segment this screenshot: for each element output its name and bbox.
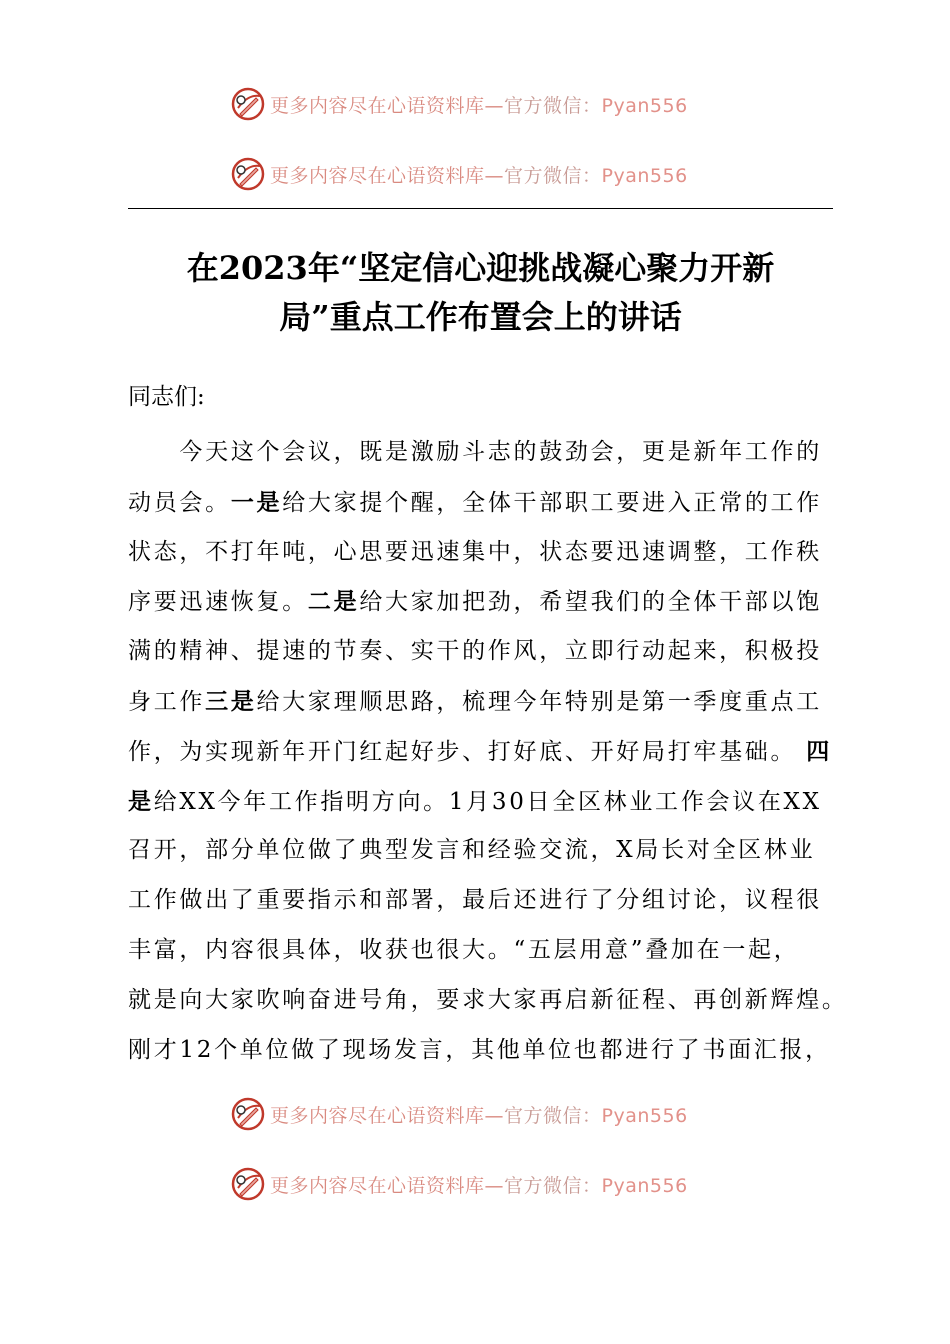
body-line: 丰富，内容很具体，收获也很大。“五层用意”叠加在一起， (128, 936, 800, 963)
body-line: 序要迅速恢复。二是给大家加把劲，希望我们的全体干部以饱 (128, 588, 822, 616)
body-line: 刚才12个单位做了现场发言，其他单位也都进行了书面汇报， (128, 1036, 831, 1063)
salutation: 同志们: (128, 384, 205, 410)
body-line: 召开，部分单位做了典型发言和经验交流，X局长对全区林业 (128, 837, 816, 864)
body-line: 就是向大家吹响奋进号角，要求大家再启新征程、再创新辉煌。 (128, 986, 848, 1013)
watermark-text: 更多内容尽在心语资料库—官方微信：Pyan556 (270, 1174, 688, 1197)
watermark-text: 更多内容尽在心语资料库—官方微信：Pyan556 (270, 164, 688, 187)
pen-logo-icon (230, 1096, 266, 1132)
body-line: 作，为实现新年开门红起好步、打好底、开好局打牢基础。 四 (128, 737, 832, 765)
document-title (128, 244, 833, 342)
watermark-banner-top-1 (230, 86, 688, 122)
pen-logo-icon (230, 1166, 266, 1202)
watermark-banner-bottom-2 (230, 1166, 688, 1202)
pen-logo-icon (230, 156, 266, 192)
title-line-2: 局”重点工作布置会上的讲话 (279, 298, 682, 336)
title-line-1: 在2023年“坚定信心迎挑战凝心聚力开新 (186, 249, 775, 287)
header-divider (128, 208, 833, 209)
watermark-text: 更多内容尽在心语资料库—官方微信：Pyan556 (270, 1104, 688, 1127)
watermark-text: 更多内容尽在心语资料库—官方微信：Pyan556 (270, 94, 688, 117)
body-paragraph (128, 428, 848, 1075)
body-line: 工作做出了重要指示和部署，最后还进行了分组讨论，议程很 (128, 887, 822, 914)
body-line: 今天这个会议，既是激励斗志的鼓劲会，更是新年工作的 (128, 439, 822, 465)
body-line: 动员会。一是给大家提个醒，全体干部职工要进入正常的工作 (128, 488, 822, 516)
body-line: 状态，不打年吨，心思要迅速集中，状态要迅速调整，工作秩 (128, 538, 822, 565)
body-line: 身工作三是给大家理顺思路，梳理今年特别是第一季度重点工 (128, 687, 822, 715)
watermark-banner-top-2 (230, 156, 688, 192)
pen-logo-icon (230, 86, 266, 122)
body-line: 满的精神、提速的节奏、实干的作风，立即行动起来，积极投 (128, 638, 822, 665)
watermark-banner-bottom-1 (230, 1096, 688, 1132)
body-line: 是给XX今年工作指明方向。1月30日全区林业工作会议在XX (128, 787, 822, 815)
